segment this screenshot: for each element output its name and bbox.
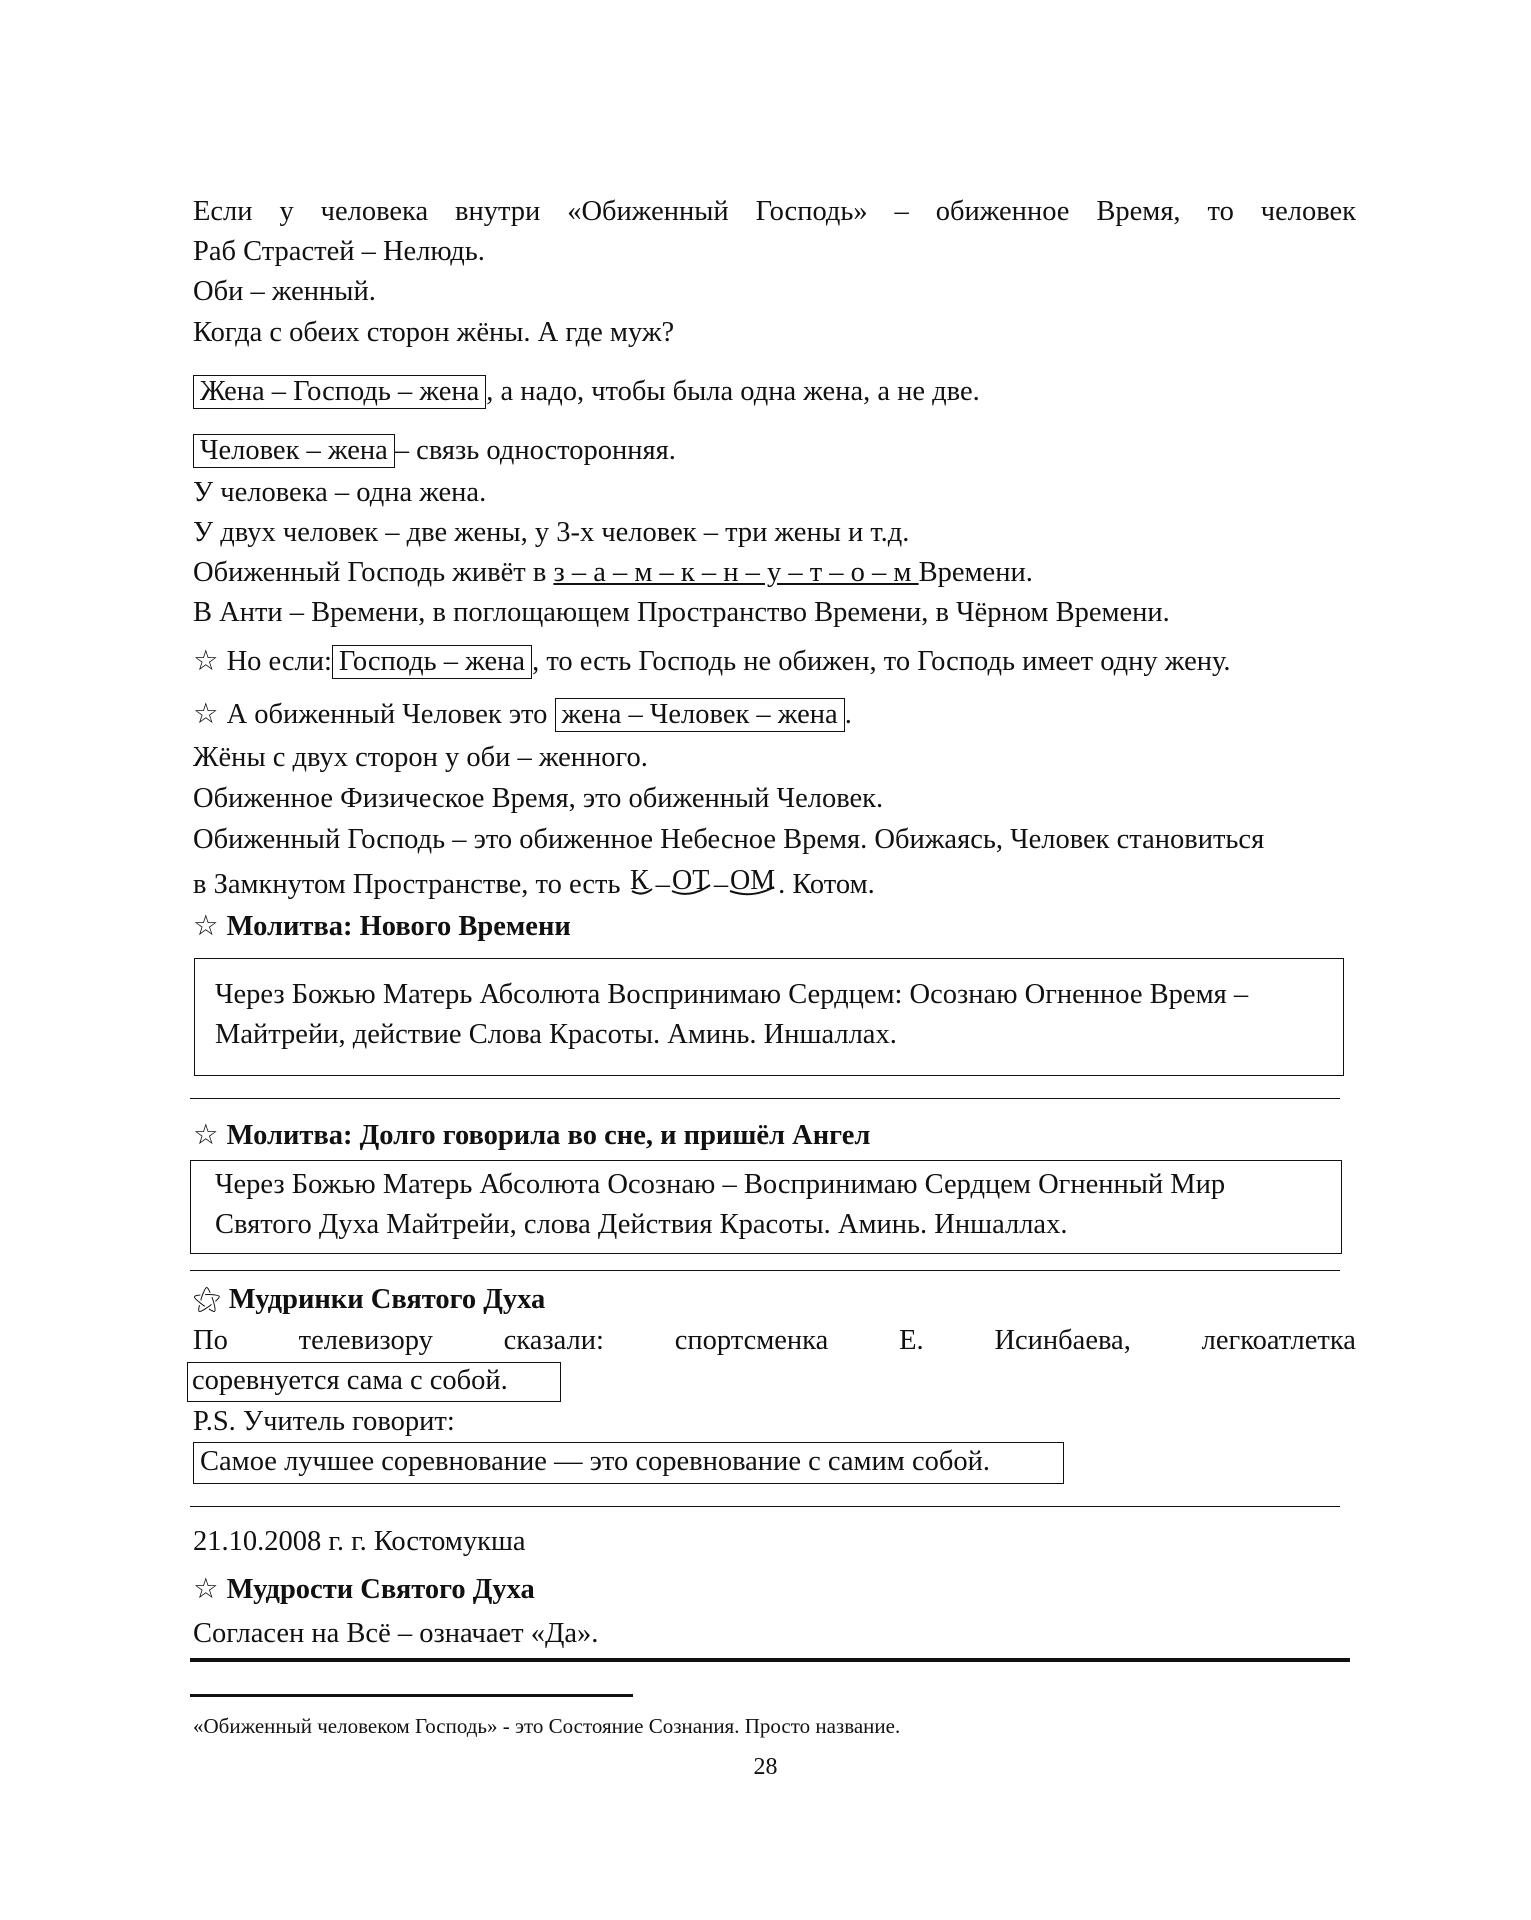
paragraph-line-2: Раб Страстей – Нелюдь. (193, 236, 485, 267)
text-line-question: Когда с обеих сторон жёны. А где муж? (193, 317, 675, 348)
text-line-closed (193, 555, 1033, 591)
boxed-phrase: жена – Человек – жена (555, 698, 845, 732)
prayer1-box (194, 958, 1344, 1076)
text-fragment: А обиженный Человек это (226, 699, 555, 730)
paragraph-line-1 (193, 194, 1356, 230)
text-line: Жёны с двух сторон у оби – женного. (193, 742, 648, 773)
word: легкоатлетка (1201, 1325, 1356, 1356)
underlined-word: з – а – м – к – н – у – т – о – м (553, 557, 919, 588)
word: телевизору (298, 1325, 433, 1356)
footnote-rule (190, 1694, 633, 1697)
word: то (1207, 196, 1234, 227)
text-line: В Анти – Времени, в поглощающем Пространство Времени, в Чёрном Времени. (193, 597, 1170, 628)
text-line: У человека – одна жена. (193, 477, 487, 508)
svg-text:ОМ: ОМ (730, 865, 776, 896)
word: – (894, 196, 909, 227)
prayer1-heading (193, 909, 571, 945)
boxed-phrase (187, 1362, 561, 1402)
text-fragment: Времени. (918, 557, 1033, 588)
divider (190, 1506, 1340, 1507)
text-fragment: . Котом. (778, 869, 875, 900)
text-fragment: , а надо, чтобы была одна жена, а не две. (486, 376, 980, 407)
date-line: 21.10.2008 г. г. Костомукша (193, 1526, 526, 1557)
wisdom-title: Мудринки Святого Духа (228, 1284, 546, 1315)
word: Исинбаева, (994, 1325, 1131, 1356)
word: Господь» (755, 196, 868, 227)
prayer1-text-2: Майтрейи, действие Слова Красоты. Аминь. Иншаллах. (215, 1019, 897, 1050)
wisdom2-heading (193, 1572, 535, 1608)
word: По (193, 1325, 228, 1356)
text-fragment: – связь односторонняя. (394, 435, 676, 466)
prayer1-title: Молитва: Нового Времени (226, 911, 571, 942)
star-icon: ☆ (193, 1574, 219, 1605)
word: человек (1260, 196, 1356, 227)
wisdom-heading (193, 1282, 545, 1318)
sigil-ot (670, 863, 714, 907)
prayer2-title: Молитва: Долго говорила во сне, и пришёл Ангел (226, 1120, 871, 1151)
text-line-star-1 (193, 644, 1231, 680)
text-fragment: – (655, 869, 670, 900)
wisdom2-text: Согласен на Всё – означает «Да». (193, 1618, 599, 1649)
text-fragment: Обиженный Господь живёт в (193, 557, 554, 588)
text-line: У двух человек – две жены, у 3-х человек – три жены и т.д. (193, 517, 910, 548)
text-line-human-wife (193, 433, 676, 469)
word: внутри (455, 196, 541, 227)
boxed-phrase (193, 1442, 1064, 1484)
wisdom2-title: Мудрости Святого Духа (226, 1574, 535, 1605)
prayer2-box (190, 1160, 1342, 1254)
word: Если (193, 196, 253, 227)
divider (190, 1270, 1340, 1271)
svg-text:К: К (629, 865, 649, 896)
footnote: «Обиженный человеком Господь» - это Состояние Сознания. Просто название. (193, 1714, 901, 1738)
text-line-symbols (193, 863, 875, 907)
text-fragment: – (713, 869, 729, 900)
text-fragment: , то есть Господь не обижен, то Господь имеет одну жену. (532, 646, 1231, 677)
word: Е. (899, 1325, 924, 1356)
prayer2-text-1: Через Божью Матерь Абсолюта Осознаю – Воспринимаю Сердцем Огненный Мир (215, 1169, 1226, 1200)
word: человека (320, 196, 429, 227)
word: спортсменка (674, 1325, 829, 1356)
text-line: Обиженный Господь – это обиженное Небесное Время. Обижаясь, Человек становиться (193, 824, 1265, 855)
svg-text:ОТ: ОТ (671, 865, 710, 896)
word: обиженное (935, 196, 1070, 227)
star-icon: ☆ (193, 646, 219, 677)
boxed-phrase: Человек – жена (193, 434, 395, 468)
sigil-om (728, 863, 778, 907)
page-number: 28 (753, 1754, 778, 1780)
wisdom-line-1 (193, 1323, 1356, 1359)
sigil-k (628, 863, 656, 907)
text-line: Обиженное Физическое Время, это обиженный Человек. (193, 783, 884, 814)
text-fragment: Но если: (226, 646, 332, 677)
wisdom-boxed-text: соревнуется сама с собой. (192, 1365, 508, 1396)
word: сказали: (503, 1325, 604, 1356)
text-fragment: . (844, 699, 852, 730)
prayer2-heading (193, 1118, 870, 1154)
text-line-obi: Оби – женный. (193, 276, 376, 307)
boxed-phrase: Господь – жена (332, 645, 532, 679)
word: «Обиженный (567, 196, 729, 227)
prayer1-text-1: Через Божью Матерь Абсолюта Воспринимаю Сердцем: Осознаю Огненное Время – (215, 979, 1249, 1010)
star-icon: ☆ (193, 699, 219, 730)
pentagram-icon: ⚝ (193, 1284, 221, 1315)
divider (190, 1098, 1340, 1099)
prayer2-text-2: Святого Духа Майтрейи, слова Действия Красоты. Аминь. Иншаллах. (215, 1209, 1068, 1240)
boxed-phrase: Жена – Господь – жена (193, 375, 486, 409)
word: у (279, 196, 294, 227)
star-icon: ☆ (193, 911, 219, 942)
star-icon: ☆ (193, 1120, 219, 1151)
heavy-rule (190, 1658, 1350, 1662)
text-fragment: в Замкнутом Пространстве, то есть (193, 869, 628, 900)
word: Время, (1096, 196, 1181, 227)
wisdom-boxed-text: Самое лучшее соревнование — это соревнование с самим собой. (200, 1446, 990, 1477)
wisdom-ps: P.S. Учитель говорит: (193, 1406, 455, 1437)
text-line-wife-lord (193, 374, 980, 410)
text-line-star-2 (193, 697, 852, 733)
